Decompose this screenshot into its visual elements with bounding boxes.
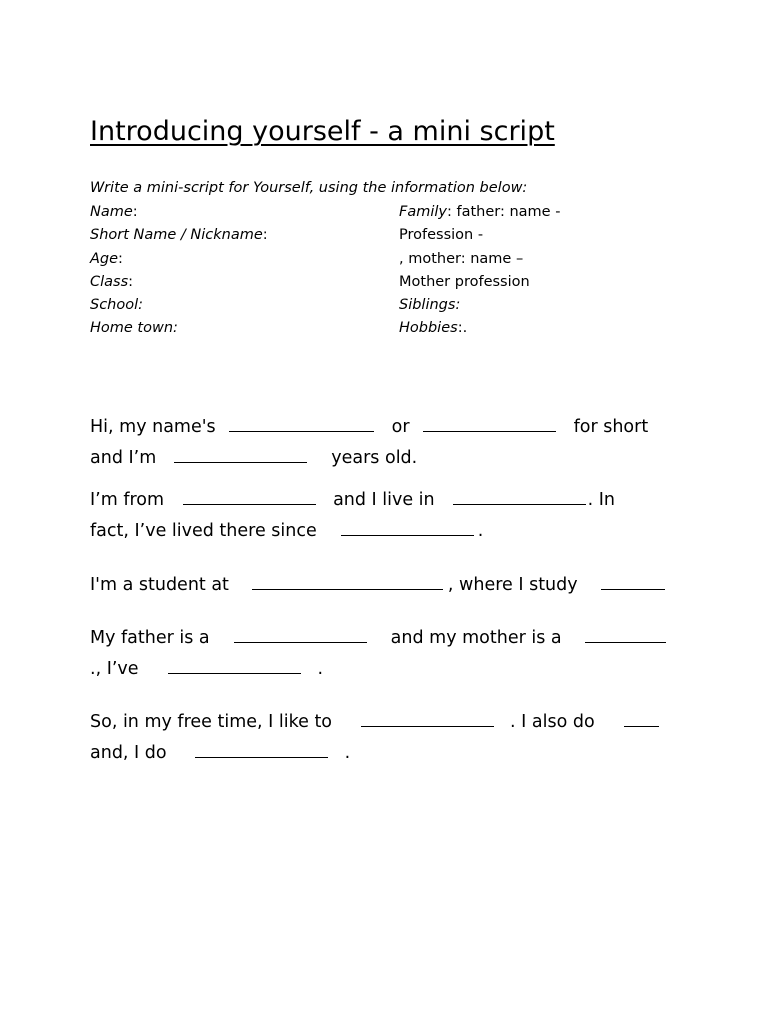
- info-label: Short Name / Nickname: [90, 227, 263, 244]
- info-label: Age: [90, 250, 119, 267]
- info-item-age: [90, 250, 268, 273]
- script-text: . In: [587, 490, 616, 510]
- script-text: I’m from: [90, 490, 165, 510]
- script-line-parents: [90, 627, 666, 649]
- script-text: and, I do: [90, 743, 167, 763]
- script-text: and my mother is a: [390, 628, 562, 648]
- fill-blank-school[interactable]: [252, 575, 443, 590]
- info-item-name: [90, 203, 268, 226]
- info-label: Name: [90, 204, 133, 220]
- script-text: .: [344, 743, 351, 763]
- script-text: I'm a student at: [90, 575, 229, 595]
- info-label: Siblings:: [399, 297, 461, 314]
- script-line-hometown: [90, 489, 615, 511]
- fill-blank-hometown[interactable]: [183, 490, 316, 505]
- script-line-hobby: [90, 711, 659, 733]
- info-text: Mother profession: [399, 273, 530, 290]
- script-text: . I also do: [510, 712, 595, 732]
- fill-blank-mother-job[interactable]: [585, 628, 666, 643]
- script-text: or: [391, 417, 410, 437]
- info-text: :.: [457, 320, 468, 337]
- fill-blank-age[interactable]: [174, 448, 307, 463]
- fill-blank-activity[interactable]: [624, 712, 659, 727]
- script-text: and I’m: [90, 448, 157, 468]
- info-label: Hobbies: [399, 320, 458, 337]
- script-text: My father is a: [90, 628, 210, 648]
- script-line-since: [90, 520, 483, 542]
- fill-blank-since[interactable]: [341, 521, 474, 536]
- info-item-nickname: [90, 226, 268, 249]
- info-label: School:: [90, 297, 144, 314]
- info-item-hobbies: [399, 319, 560, 342]
- info-suffix: :: [128, 273, 134, 290]
- info-suffix: :: [132, 204, 138, 220]
- info-label: Family: [399, 204, 447, 220]
- fill-blank-subject[interactable]: [601, 575, 665, 590]
- script-text: years old.: [331, 448, 418, 468]
- info-label: Home town:: [90, 320, 178, 337]
- script-line-siblings: [90, 658, 323, 680]
- info-item-family: [399, 203, 560, 226]
- fill-blank-siblings[interactable]: [168, 659, 301, 674]
- script-line-age: [90, 447, 417, 469]
- info-list-personal: [90, 203, 268, 343]
- info-item-mother-profession: [399, 273, 560, 296]
- info-text: , mother: name –: [399, 250, 524, 267]
- fill-blank-father-job[interactable]: [234, 628, 367, 643]
- fill-blank-residence[interactable]: [453, 490, 586, 505]
- script-text: Hi, my name's: [90, 417, 216, 437]
- instruction-text: Write a mini-script for Yourself, using the information below:: [90, 180, 528, 196]
- script-line-school: [90, 574, 665, 596]
- info-suffix: :: [262, 227, 268, 244]
- script-line-name: [90, 416, 648, 438]
- script-text: and I live in: [333, 490, 435, 510]
- script-text: , where I study: [447, 575, 578, 595]
- info-suffix: :: [118, 250, 123, 267]
- script-text: for short: [573, 417, 649, 437]
- info-label: Class: [90, 273, 129, 290]
- info-list-family: [399, 203, 560, 343]
- info-text: Profession -: [399, 227, 484, 244]
- script-text: So, in my free time, I like to: [90, 712, 333, 732]
- script-text: .: [317, 659, 324, 679]
- script-text: .: [477, 521, 484, 541]
- fill-blank-hobby[interactable]: [361, 712, 494, 727]
- info-item-hometown: [90, 319, 268, 342]
- info-item-siblings: [399, 296, 560, 319]
- script-text: ., I’ve: [90, 659, 139, 679]
- info-text: : father: name -: [447, 204, 561, 220]
- script-line-activity: [90, 742, 350, 764]
- info-item-class: [90, 273, 268, 296]
- fill-blank-activity-2[interactable]: [195, 743, 328, 758]
- info-item-school: [90, 296, 268, 319]
- info-item-mother: [399, 250, 560, 273]
- script-text: fact, I’ve lived there since: [90, 521, 317, 541]
- info-item-father-profession: [399, 226, 560, 249]
- fill-blank-name[interactable]: [229, 417, 374, 432]
- fill-blank-nickname[interactable]: [423, 417, 556, 432]
- page-title: Introducing yourself - a mini script: [90, 116, 555, 147]
